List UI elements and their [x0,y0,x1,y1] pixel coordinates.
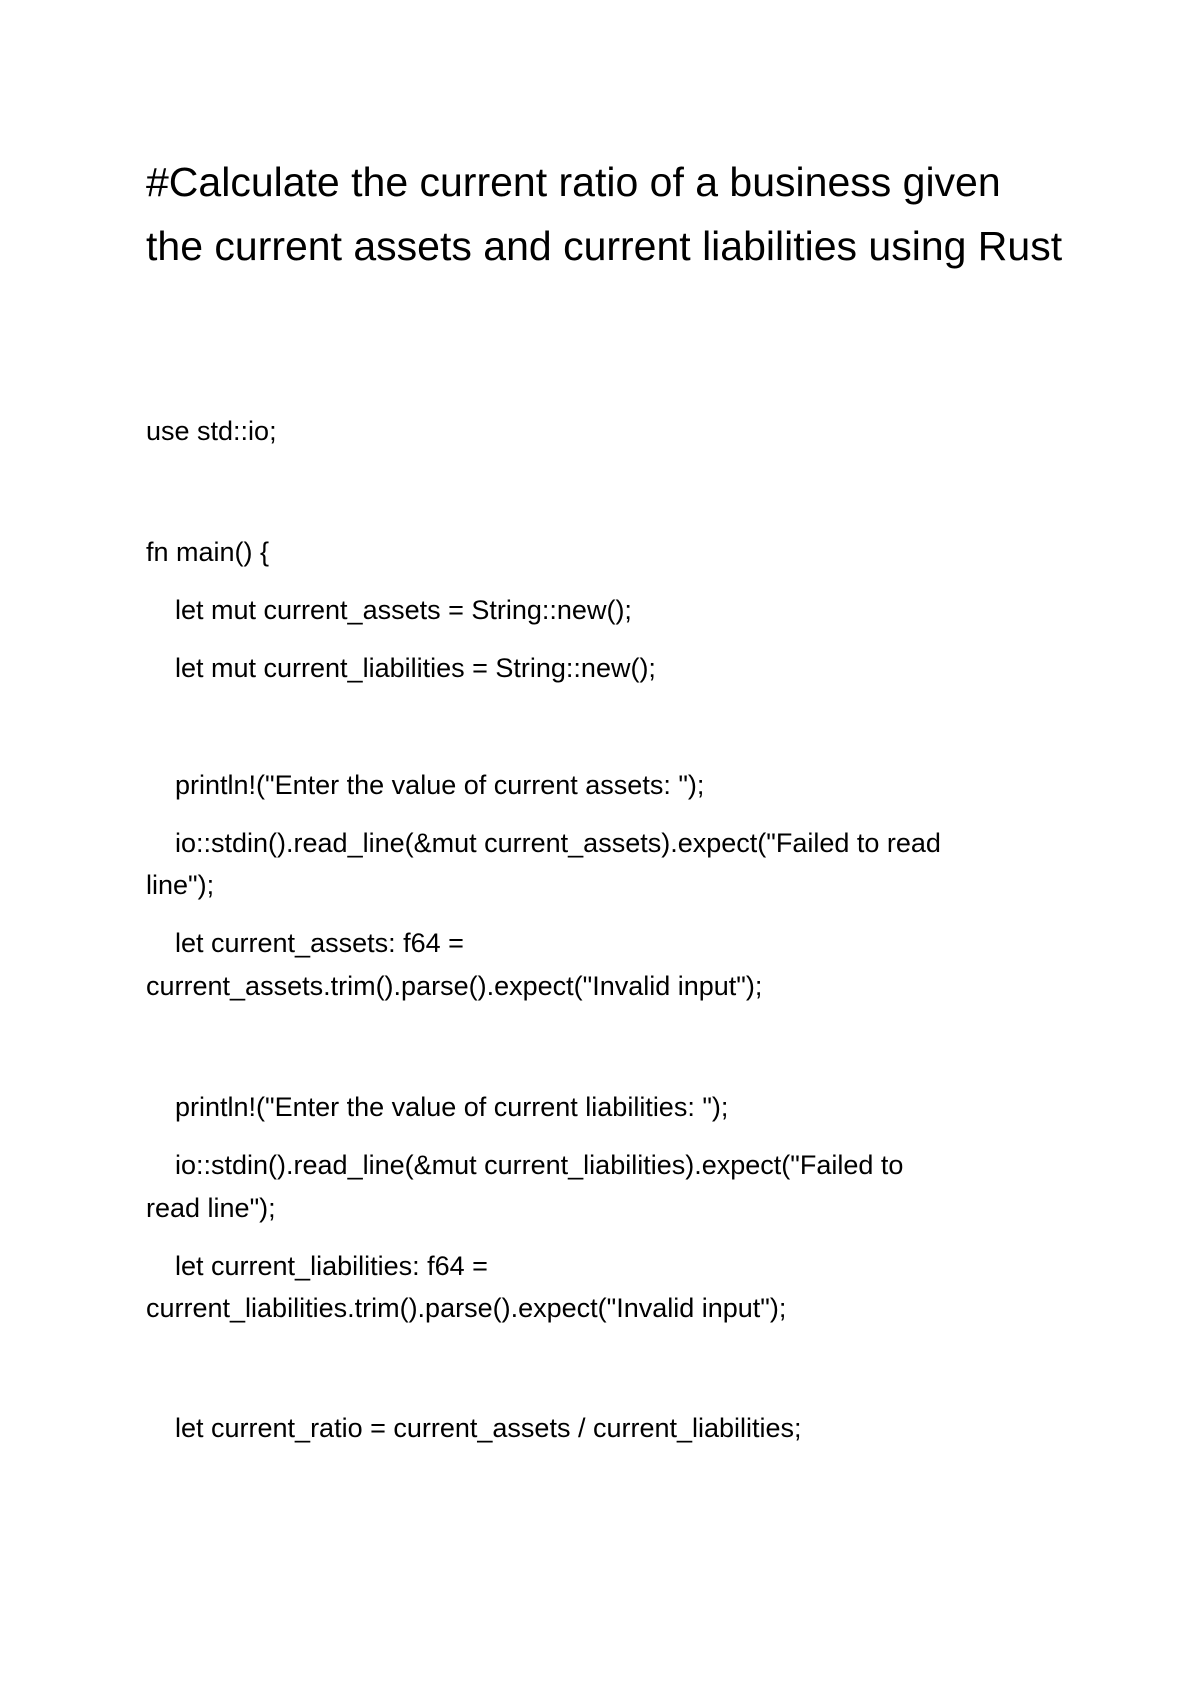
code-line-fn-main: fn main() { [146,537,270,567]
code-line-parse-assets: let current_assets: f64 = [175,928,464,958]
code-line-use: use std::io; [146,416,277,446]
code-line-parse-liabilities: let current_liabilities: f64 = [175,1251,488,1281]
code-line-print-assets: println!("Enter the value of current assets: "); [175,770,705,800]
code-line-read-assets: io::stdin().read_line(&mut current_assets).expect("Failed to read [175,828,941,858]
code-line-parse-assets-cont: current_assets.trim().parse().expect("Invalid input"); [146,971,763,1001]
code-line-read-assets-cont: line"); [146,870,215,900]
code-line-ratio: let current_ratio = current_assets / current_liabilities; [175,1413,802,1443]
code-line-decl-assets: let mut current_assets = String::new(); [175,595,632,625]
code-line-parse-liabilities-cont: current_liabilities.trim().parse().expect("Invalid input"); [146,1293,787,1323]
code-line-print-liabilities: println!("Enter the value of current liabilities: "); [175,1092,729,1122]
code-line-read-liabilities: io::stdin().read_line(&mut current_liabilities).expect("Failed to [175,1150,904,1180]
code-line-decl-liabilities: let mut current_liabilities = String::new(); [175,653,656,683]
code-line-read-liabilities-cont: read line"); [146,1193,276,1223]
document-title: #Calculate the current ratio of a business given the current assets and current liabilities using Rust [146,159,1063,269]
